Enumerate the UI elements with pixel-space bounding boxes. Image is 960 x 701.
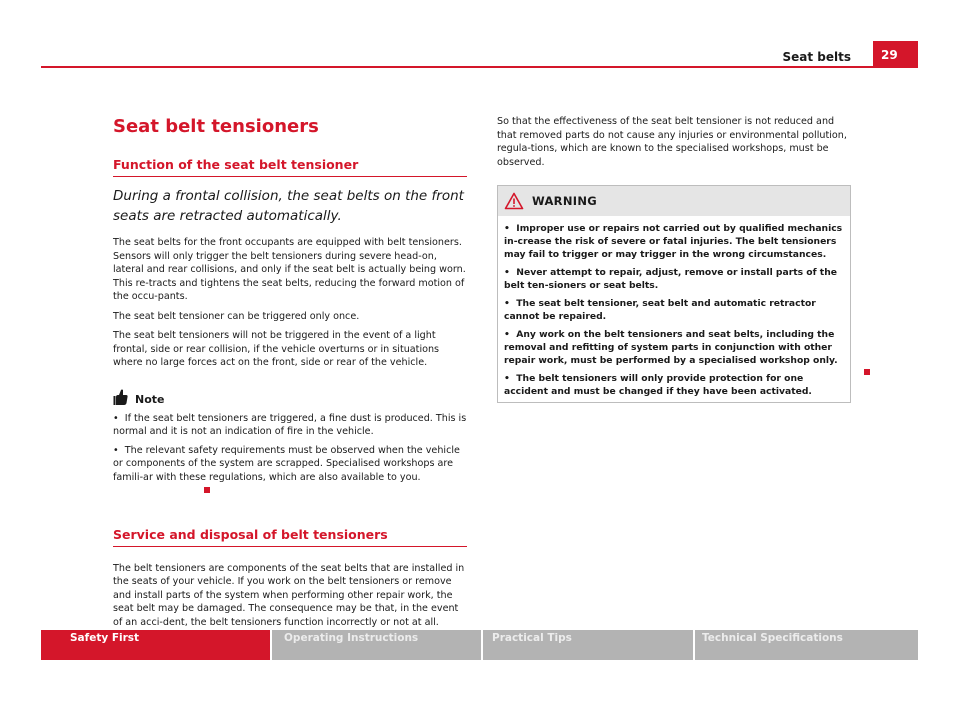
section-title: Seat belts bbox=[782, 50, 851, 64]
paragraph: The seat belt tensioner can be triggered only once. bbox=[113, 310, 360, 322]
warning-item bbox=[504, 222, 844, 261]
bullet-glyph: • bbox=[504, 267, 517, 278]
warning-header bbox=[498, 186, 850, 216]
paragraph: So that the effectiveness of the seat belt tensioner is not reduced and that removed parts do not cause any injuries or environmental pollution, regula-tions, which are known to the specialised workshops, must be observed. bbox=[497, 116, 847, 168]
footer-tab-technical-specifications[interactable] bbox=[695, 630, 918, 660]
warning-item-text: The seat belt tensioner, seat belt and automatic retractor cannot be repaired. bbox=[504, 298, 816, 322]
warning-item bbox=[504, 372, 844, 398]
footer-tab-label: Practical Tips bbox=[492, 632, 572, 644]
warning-body bbox=[498, 216, 850, 402]
note-item bbox=[113, 412, 467, 439]
note-icon bbox=[113, 388, 129, 406]
note-item-text: The relevant safety requirements must be observed when the vehicle or components of the system are scrapped. Specialised workshops are famili-ar with these regulations, which are also available to you. bbox=[113, 444, 460, 483]
warning-item-text: Any work on the belt tensioners and seat belts, including the removal and refitting of system parts in conjunction with other repair work, must be performed by a specialised workshop only. bbox=[504, 329, 838, 366]
warning-item bbox=[504, 266, 844, 292]
bullet-glyph: • bbox=[113, 444, 125, 456]
warning-item bbox=[504, 297, 844, 323]
header-rule bbox=[41, 66, 918, 68]
paragraph: The seat belts for the front occupants are equipped with belt tensioners. Sensors will only trigger the belt tensioners during severe head-on, lateral and rear collisions, and only if the seat belt is actually being worn. This re-tracts and tightens the seat belts, reducing the forward motion of the occu-pants. bbox=[113, 237, 466, 302]
paragraph: The belt tensioners are components of the seat belts that are installed in the seats of your vehicle. If you work on the belt tensioners or remove and install parts of the system when performing other repair work, the seat belt may be damaged. The consequence may be that, in the event of an acci-dent, the belt tensioners function incorrectly or not at all. bbox=[113, 562, 465, 628]
warning-box bbox=[497, 185, 851, 403]
bullet-glyph: • bbox=[504, 223, 517, 234]
end-marker-icon bbox=[864, 369, 870, 375]
note-label: Note bbox=[135, 392, 165, 406]
bullet-glyph: • bbox=[504, 329, 517, 340]
section-heading-service: Service and disposal of belt tensioners bbox=[113, 527, 467, 547]
right-column bbox=[497, 115, 851, 403]
end-marker-icon bbox=[204, 487, 210, 493]
warning-item bbox=[504, 328, 844, 367]
bullet-glyph: • bbox=[504, 298, 517, 309]
left-column bbox=[113, 115, 467, 629]
note-header bbox=[113, 388, 467, 406]
section-heading-function: Function of the seat belt tensioner bbox=[113, 157, 467, 177]
warning-item-text: The belt tensioners will only provide protection for one accident and must be changed if they have been activated. bbox=[504, 373, 812, 397]
footer-tab-label: Operating Instructions bbox=[284, 632, 419, 644]
lead-paragraph: During a frontal collision, the seat belts on the front seats are retracted automatically. bbox=[113, 188, 464, 224]
footer-tab-label: Technical Specifications bbox=[702, 632, 843, 644]
footer-tab-safety-first[interactable] bbox=[41, 630, 270, 660]
note-item-text: If the seat belt tensioners are triggered, a fine dust is produced. This is normal and it is not an indication of fire in the vehicle. bbox=[113, 412, 467, 437]
paragraph: The seat belt tensioners will not be triggered in the event of a light frontal, side or rear collision, if the vehicle overturns or in situations where no large forces act on the front, side or rear of the vehicle. bbox=[113, 330, 440, 368]
note-item bbox=[113, 444, 467, 498]
warning-item-text: Improper use or repairs not carried out by qualified mechanics in-crease the risk of severe or fatal injuries. The belt tensioners may fail to trigger or may trigger in the wrong circumstances. bbox=[504, 223, 843, 260]
warning-label: WARNING bbox=[532, 194, 597, 208]
page-number: 29 bbox=[881, 48, 898, 62]
footer-tab-label: Safety First bbox=[70, 632, 140, 644]
page-number-box bbox=[873, 41, 918, 68]
warning-item-text: Never attempt to repair, adjust, remove or install parts of the belt ten-sioners or seat belts. bbox=[504, 267, 837, 291]
bullet-glyph: • bbox=[113, 412, 125, 424]
warning-triangle-icon bbox=[504, 192, 524, 210]
bullet-glyph: • bbox=[504, 373, 517, 384]
footer-tab-operating-instructions[interactable] bbox=[272, 630, 481, 660]
footer-tab-practical-tips[interactable] bbox=[483, 630, 693, 660]
page-title: Seat belt tensioners bbox=[113, 116, 319, 137]
